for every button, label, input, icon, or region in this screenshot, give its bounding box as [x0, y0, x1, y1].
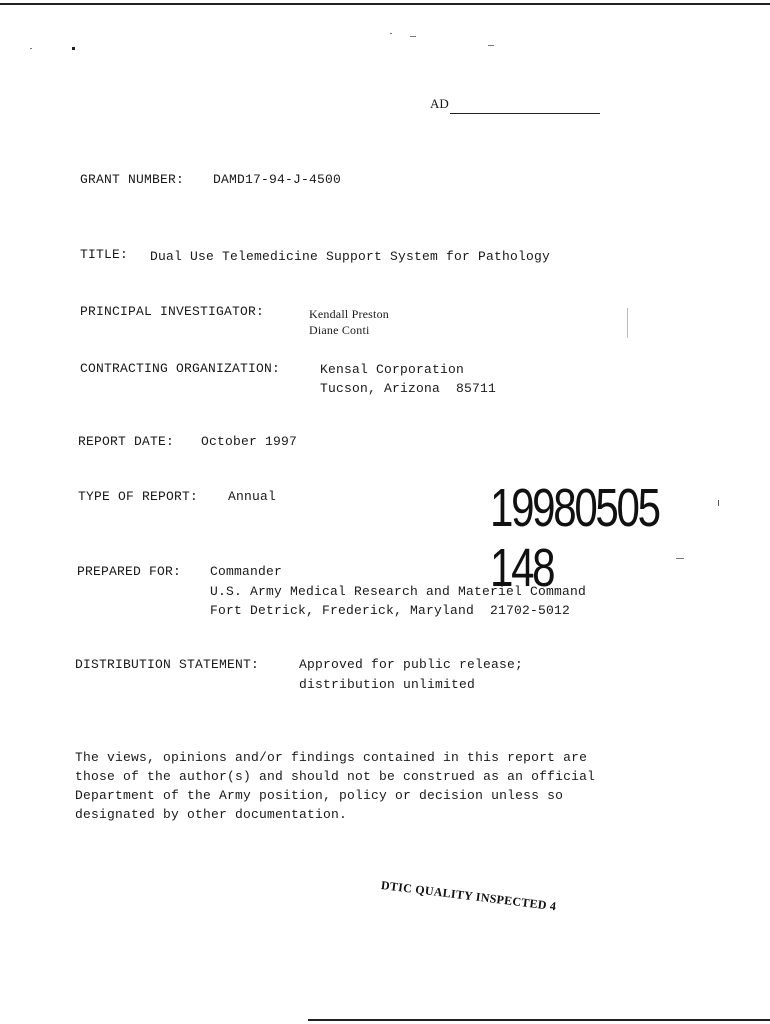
- disclaimer-line-3: Department of the Army position, policy or decision unless so: [75, 788, 564, 803]
- ad-underline: [450, 113, 600, 114]
- accession-number-stamp: 19980505 148: [490, 478, 659, 598]
- scan-speck: [488, 45, 494, 46]
- prepared-for-label: PREPARED FOR:: [77, 564, 182, 579]
- distribution-statement-line-1: Approved for public release;: [299, 657, 524, 672]
- disclaimer-line-1: The views, opinions and/or findings contained in this report are: [75, 750, 588, 765]
- prepared-for-line-2: U.S. Army Medical Research and Materiel Command: [210, 584, 587, 599]
- distribution-statement-line-2: distribution unlimited: [299, 677, 476, 692]
- scan-speck: [627, 308, 628, 338]
- bottom-border-line: [308, 1019, 770, 1021]
- disclaimer-line-4: designated by other documentation.: [75, 807, 348, 822]
- quality-inspected-stamp: DTIC QUALITY INSPECTED 4: [380, 878, 558, 914]
- title-value: Dual Use Telemedicine Support System for Pathology: [150, 249, 551, 264]
- prepared-for-line-3: Fort Detrick, Frederick, Maryland 21702-5012: [210, 603, 571, 618]
- report-type-label: TYPE OF REPORT:: [78, 489, 199, 504]
- principal-investigator-label: PRINCIPAL INVESTIGATOR:: [80, 304, 265, 319]
- contracting-organization-line-2: Tucson, Arizona 85711: [320, 381, 497, 396]
- report-date-label: REPORT DATE:: [78, 434, 175, 449]
- grant-number-label: GRANT NUMBER:: [80, 172, 185, 187]
- grant-number-value: DAMD17-94-J-4500: [213, 172, 342, 187]
- report-type-value: Annual: [228, 489, 277, 504]
- scan-speck: [410, 36, 416, 37]
- scan-speck: [718, 500, 719, 506]
- scan-speck: [30, 48, 32, 49]
- principal-investigator-name-2: Diane Conti: [309, 323, 370, 337]
- scan-speck: [72, 47, 75, 50]
- disclaimer-line-2: those of the author(s) and should not be construed as an official: [75, 769, 596, 784]
- distribution-statement-label: DISTRIBUTION STATEMENT:: [75, 657, 260, 672]
- scan-speck: [390, 33, 392, 34]
- title-label: TITLE:: [80, 247, 129, 262]
- prepared-for-line-1: Commander: [210, 564, 283, 579]
- principal-investigator-name-1: Kendall Preston: [309, 307, 389, 321]
- ad-label: AD: [430, 96, 449, 111]
- top-border-line: [0, 3, 770, 5]
- report-date-value: October 1997: [201, 434, 298, 449]
- contracting-organization-line-1: Kensal Corporation: [320, 362, 465, 377]
- contracting-organization-label: CONTRACTING ORGANIZATION:: [80, 361, 281, 376]
